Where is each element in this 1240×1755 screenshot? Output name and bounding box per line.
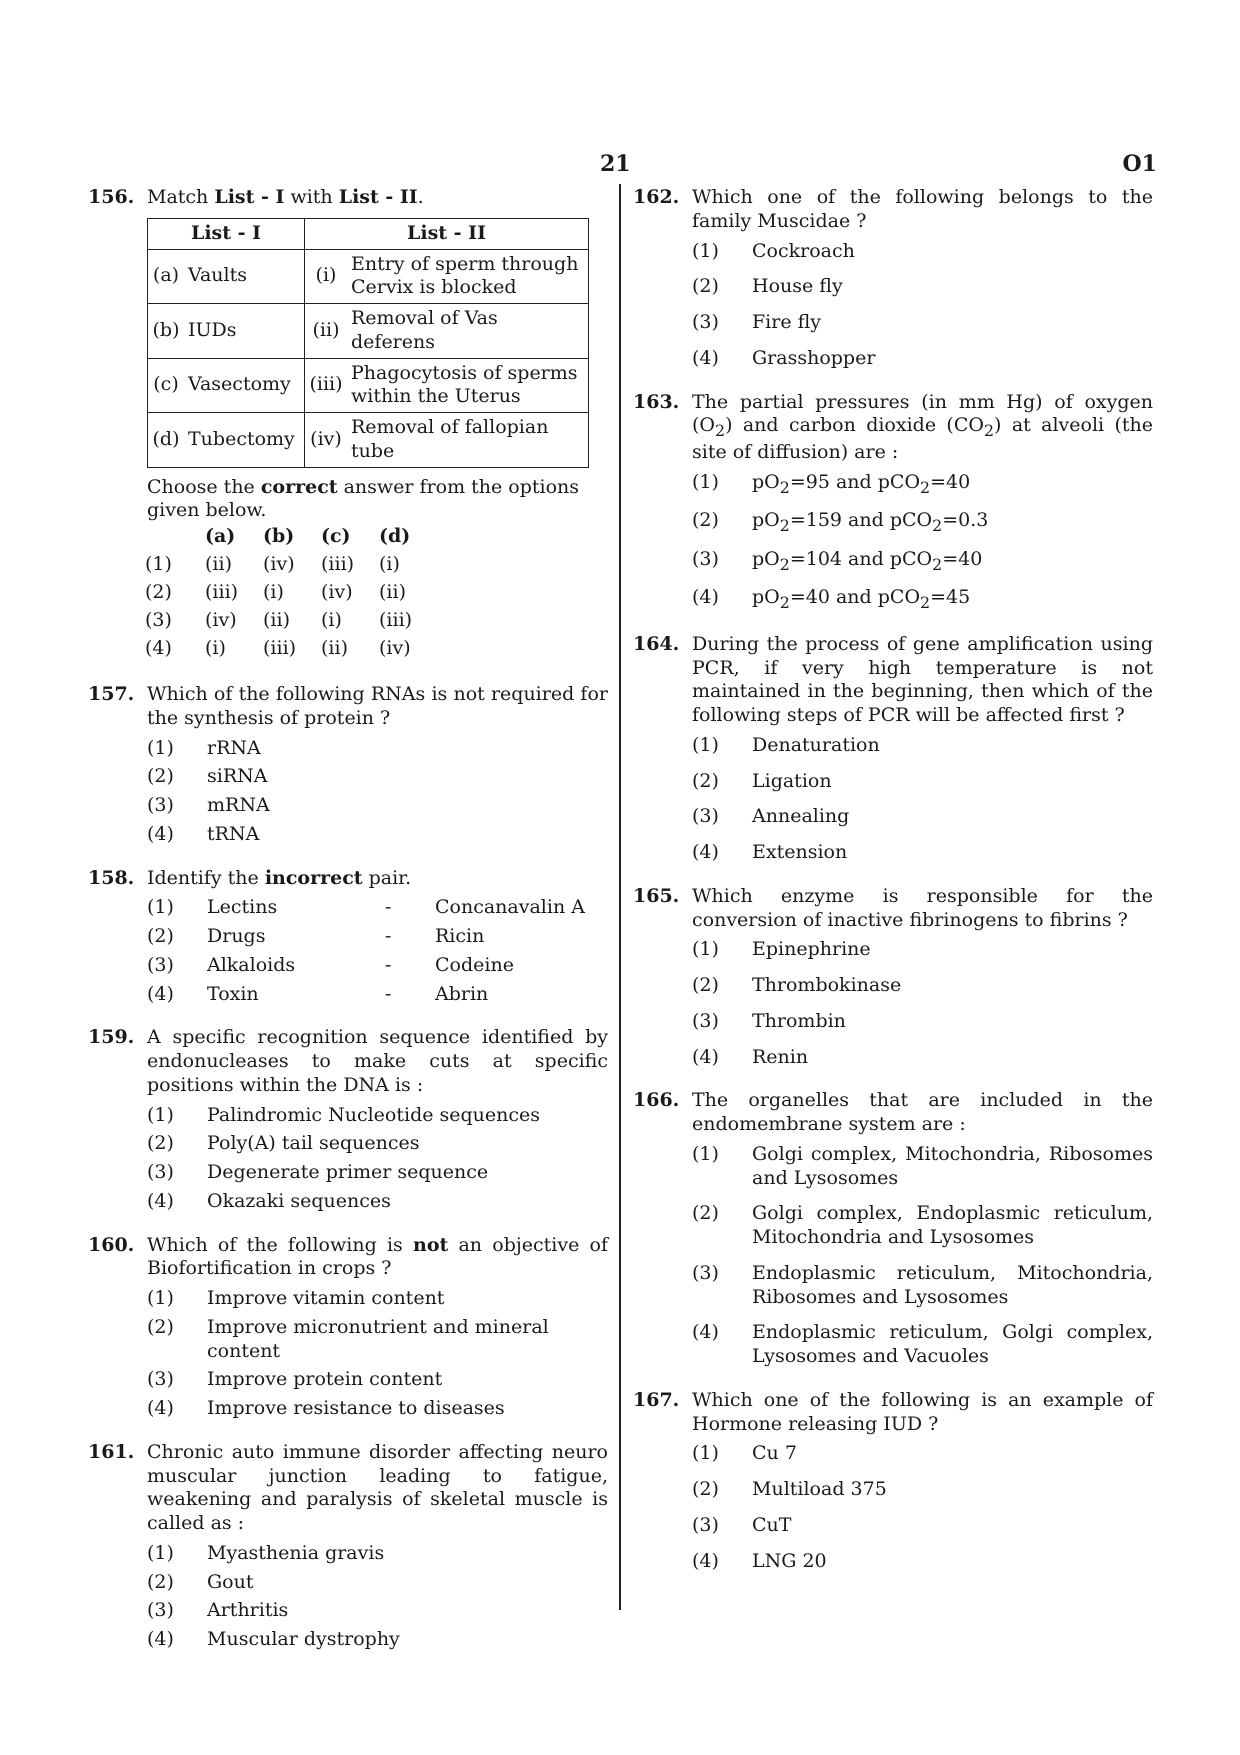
pair-left: Toxin — [207, 982, 259, 1005]
option-text: Improve protein content — [207, 1368, 443, 1391]
text-part: . — [417, 186, 424, 208]
left-column — [88, 186, 608, 1672]
option-number: (1) — [147, 1541, 174, 1564]
option-number: (4) — [692, 346, 719, 369]
options-list — [147, 1542, 608, 1652]
question-156 — [88, 186, 608, 663]
answer-option[interactable] — [692, 1202, 1153, 1250]
answer-option[interactable] — [692, 841, 1153, 865]
answer-option[interactable] — [692, 509, 1153, 536]
answer-option[interactable] — [147, 954, 608, 978]
list-1-header: List - I — [148, 218, 305, 249]
subscript: 2 — [932, 554, 943, 574]
question-number: 162. — [633, 186, 680, 208]
option-number: (3) — [692, 311, 719, 333]
option-text: LNG 20 — [752, 1549, 827, 1572]
option-number: (2) — [692, 509, 719, 532]
option-text: Multiload 375 — [752, 1478, 887, 1501]
text-part: =40 — [942, 547, 983, 570]
option-number: (1) — [692, 938, 719, 961]
question-number: 166. — [633, 1089, 680, 1112]
answer-option[interactable] — [147, 1316, 608, 1364]
option-text: Fire fly — [752, 311, 822, 333]
option-text: Thrombin — [752, 1009, 846, 1032]
text-part: =45 — [930, 586, 971, 609]
question-number: 156. — [88, 186, 135, 208]
question-text: Which one of the following is an example of Hormone releasing IUD ? — [692, 1388, 1153, 1435]
answer-option[interactable] — [147, 1287, 608, 1311]
pair-dash: - — [385, 953, 392, 976]
options-list — [147, 1104, 608, 1214]
pair-dash: - — [385, 982, 392, 1005]
question-text: Which of the following RNAs is not required for the synthesis of protein ? — [147, 683, 608, 729]
text-part: ) at alveoli (the site of diffusion) are : — [692, 414, 1154, 463]
row-item: Vaults — [184, 249, 305, 304]
option-text: mRNA — [207, 794, 270, 816]
option-number: (2) — [692, 974, 719, 997]
question-160 — [88, 1234, 608, 1421]
answer-option[interactable] — [692, 275, 1153, 299]
question-text: During the process of gene amplification using PCR, if very high temperature is not maintained in the beginning, then which of the following steps of PCR will be affected first ? — [692, 632, 1153, 727]
options-list — [692, 240, 1153, 371]
option-text: Gout — [207, 1570, 254, 1593]
text-part: with — [284, 186, 339, 208]
answer-option[interactable] — [147, 1571, 608, 1595]
text-part: Identify the — [147, 866, 265, 889]
answer-option[interactable] — [147, 1628, 608, 1652]
option-number: (4) — [692, 1045, 719, 1068]
answer-option[interactable] — [692, 1046, 1153, 1070]
option-number: (4) — [147, 1189, 174, 1212]
row-item: Removal of fallopian tube — [347, 413, 589, 468]
answer-option[interactable] — [147, 765, 608, 789]
row-label: (ii) — [305, 304, 348, 359]
option-value: (iii) — [205, 581, 239, 604]
row-label: (i) — [305, 249, 348, 304]
row-item: Removal of Vas deferens — [347, 304, 589, 359]
answer-header: (b) — [263, 525, 295, 548]
answer-header: (c) — [321, 525, 351, 548]
option-text: CuT — [752, 1513, 792, 1536]
option-text: Improve micronutrient and mineral content — [207, 1315, 549, 1362]
question-165 — [633, 885, 1153, 1070]
answer-option[interactable] — [147, 823, 608, 847]
answer-option[interactable] — [692, 240, 1153, 264]
answer-option[interactable] — [147, 1104, 608, 1128]
option-number: (1) — [692, 1142, 719, 1165]
option-number: (3) — [147, 1368, 174, 1391]
option-number: (3) — [147, 1161, 174, 1183]
text-part: ) and carbon dioxide (CO — [725, 414, 984, 437]
option-number: (2) — [692, 769, 719, 792]
option-text: Okazaki sequences — [207, 1189, 391, 1212]
answer-option[interactable] — [147, 737, 608, 761]
option-value: (ii) — [205, 553, 232, 576]
option-text: Extension — [752, 841, 848, 864]
option-number: (3) — [692, 1261, 719, 1284]
option-number: (2) — [147, 1570, 174, 1593]
row-label: (iii) — [305, 358, 348, 413]
pair-dash: - — [385, 925, 392, 947]
option-text: Endoplasmic reticulum, Mitochondria, Ribosomes and Lysosomes — [752, 1261, 1153, 1308]
option-value: (iii) — [263, 637, 297, 660]
text-part: =0.3 — [942, 509, 989, 532]
answer-option[interactable] — [692, 1010, 1153, 1034]
option-number: (2) — [147, 1315, 174, 1338]
question-number: 159. — [88, 1026, 135, 1049]
option-number: (1) — [692, 470, 719, 493]
row-label: (d) — [148, 413, 185, 468]
option-text: Endoplasmic reticulum, Golgi complex, Lysosomes and Vacuoles — [752, 1321, 1153, 1368]
option-number: (3) — [692, 805, 719, 828]
question-158 — [88, 867, 608, 1007]
option-number: (2) — [692, 275, 719, 298]
question-number: 160. — [88, 1233, 135, 1256]
option-text: Renin — [752, 1045, 809, 1068]
text-part: pair. — [362, 866, 412, 889]
question-164 — [633, 633, 1153, 865]
question-163 — [633, 391, 1153, 613]
subscript: 2 — [983, 421, 995, 441]
row-item: Entry of sperm through Cervix is blocked — [347, 249, 589, 304]
answer-option[interactable] — [147, 1190, 608, 1214]
option-text: Golgi complex, Endoplasmic reticulum, Mitochondria and Lysosomes — [752, 1202, 1153, 1249]
question-number: 158. — [88, 866, 135, 889]
option-number: (4) — [147, 982, 174, 1005]
option-text: Golgi complex, Mitochondria, Ribosomes and Lysosomes — [752, 1142, 1153, 1189]
answer-option[interactable] — [692, 586, 1153, 613]
answer-option[interactable] — [692, 734, 1153, 758]
answer-option[interactable] — [692, 1262, 1153, 1310]
text-bold: incorrect — [264, 866, 363, 889]
row-label: (a) — [148, 249, 185, 304]
options-list — [692, 1442, 1153, 1573]
option-text: Improve resistance to diseases — [207, 1397, 505, 1419]
answer-option[interactable] — [692, 1321, 1153, 1369]
answer-option[interactable] — [145, 607, 437, 635]
answer-option[interactable] — [147, 925, 608, 949]
options-list — [147, 896, 608, 1006]
option-number: (3) — [692, 1009, 719, 1032]
answer-option[interactable] — [147, 1599, 608, 1623]
text-part: =104 — [789, 547, 843, 570]
text-bold: not — [413, 1233, 449, 1256]
option-value: (iv) — [379, 637, 411, 660]
question-167 — [633, 1389, 1153, 1574]
text-part: pO — [752, 509, 780, 532]
subscript: 2 — [920, 477, 931, 497]
answer-options-table — [145, 523, 437, 663]
option-value: (i) — [263, 581, 284, 604]
option-text: Arthritis — [207, 1599, 289, 1622]
question-text: Which one of the following belongs to the family Muscidae ? — [692, 186, 1153, 232]
question-162 — [633, 186, 1153, 371]
options-list — [692, 1143, 1153, 1369]
answer-option[interactable] — [692, 471, 1153, 498]
answer-option[interactable] — [147, 1368, 608, 1392]
text-part: and pCO — [842, 509, 933, 532]
option-text: Improve vitamin content — [207, 1287, 445, 1309]
choose-instruction — [147, 476, 608, 524]
option-number: (3) — [147, 953, 174, 976]
right-column — [633, 186, 1153, 1593]
list-2-header: List - II — [305, 218, 589, 249]
answer-option[interactable] — [692, 548, 1153, 575]
text-bold: correct — [260, 475, 338, 498]
page-number: 21 — [600, 151, 631, 177]
text-part: Match — [147, 186, 215, 208]
option-number: (2) — [692, 1478, 719, 1501]
answer-option[interactable] — [145, 551, 437, 579]
pair-left: Alkaloids — [207, 953, 296, 976]
subscript: 2 — [715, 421, 726, 441]
row-label: (c) — [148, 358, 185, 413]
answer-option[interactable] — [692, 770, 1153, 794]
option-number: (4) — [692, 841, 719, 864]
row-item: Phagocytosis of sperms within the Uterus — [347, 358, 589, 413]
question-number: 161. — [88, 1440, 135, 1463]
answer-option[interactable] — [147, 983, 608, 1007]
option-text — [752, 509, 1153, 536]
question-text: Which enzyme is responsible for the conversion of inactive fibrinogens to fibrins ? — [692, 884, 1153, 931]
option-number: (4) — [692, 1549, 719, 1572]
option-number: (3) — [145, 609, 172, 632]
option-number: (1) — [147, 1103, 174, 1126]
pair-right: Ricin — [435, 925, 485, 947]
answer-header: (a) — [205, 525, 236, 548]
option-value: (ii) — [321, 637, 348, 660]
text-part: Which of the following is — [147, 1233, 413, 1256]
option-text: Muscular dystrophy — [207, 1628, 400, 1650]
question-text: A specific recognition sequence identified by endonucleases to make cuts at specific positions within the DNA is : — [147, 1026, 608, 1096]
answer-option[interactable] — [692, 311, 1153, 335]
answer-option[interactable] — [692, 1514, 1153, 1538]
match-table — [147, 218, 589, 468]
option-text: Degenerate primer sequence — [207, 1161, 489, 1183]
answer-option[interactable] — [147, 1161, 608, 1185]
text-bold: List - II — [338, 186, 418, 208]
option-value: (i) — [379, 553, 400, 576]
answer-option[interactable] — [692, 1478, 1153, 1502]
option-text: Epinephrine — [752, 938, 871, 961]
question-161 — [88, 1441, 608, 1652]
answer-option[interactable] — [692, 1143, 1153, 1191]
options-list — [147, 737, 608, 847]
option-number: (1) — [692, 239, 719, 262]
pair-right: Concanavalin A — [435, 896, 585, 919]
option-number: (1) — [692, 733, 719, 756]
option-text: Poly(A) tail sequences — [207, 1132, 420, 1155]
option-text: Ligation — [752, 769, 832, 792]
row-item: IUDs — [184, 304, 305, 359]
option-number: (2) — [147, 765, 174, 788]
text-part: and pCO — [842, 547, 933, 570]
option-text: rRNA — [207, 736, 261, 759]
subscript: 2 — [779, 515, 790, 535]
option-number: (3) — [147, 794, 174, 816]
answer-option[interactable] — [147, 1542, 608, 1566]
option-value: (i) — [205, 637, 226, 660]
answer-option[interactable] — [692, 805, 1153, 829]
option-value: (iv) — [205, 609, 237, 632]
answer-option[interactable] — [145, 635, 437, 663]
question-text: The organelles that are included in the endomembrane system are : — [692, 1089, 1153, 1136]
option-text: Thrombokinase — [752, 974, 902, 997]
text-part: and pCO — [829, 586, 921, 609]
subscript: 2 — [920, 593, 931, 613]
options-list — [147, 1287, 608, 1421]
question-text — [147, 186, 608, 210]
subscript: 2 — [779, 593, 790, 613]
option-value: (i) — [321, 609, 342, 632]
option-text — [752, 548, 1153, 575]
option-number: (3) — [692, 547, 719, 570]
text-part: The partial pressures (in mm Hg) of oxygen (O — [692, 390, 1153, 437]
table-row — [148, 358, 589, 413]
answer-option[interactable] — [692, 1550, 1153, 1574]
table-row — [148, 413, 589, 468]
question-166 — [633, 1089, 1153, 1369]
table-row — [148, 249, 589, 304]
option-number: (4) — [692, 586, 719, 609]
option-text: Denaturation — [752, 733, 880, 756]
option-value: (iii) — [379, 609, 413, 632]
text-part: an objective of Biofortification in crops ? — [147, 1233, 608, 1280]
option-text: siRNA — [207, 765, 268, 788]
answer-option[interactable] — [147, 1397, 608, 1421]
question-159 — [88, 1026, 608, 1213]
option-number: (2) — [147, 925, 174, 947]
option-text: Myasthenia gravis — [207, 1541, 385, 1564]
pair-dash: - — [385, 896, 392, 919]
option-number: (4) — [692, 1321, 719, 1344]
subscript: 2 — [779, 554, 790, 574]
answer-option[interactable] — [147, 794, 608, 818]
option-number: (4) — [147, 1628, 174, 1650]
option-number: (2) — [692, 1202, 719, 1225]
option-number: (1) — [147, 896, 174, 919]
options-list — [692, 471, 1153, 613]
text-part: =159 — [789, 509, 843, 532]
question-number: 167. — [633, 1388, 680, 1411]
question-number: 164. — [633, 632, 680, 655]
option-number: (1) — [145, 553, 172, 576]
text-part: =40 — [789, 586, 830, 609]
answer-option[interactable] — [147, 896, 608, 920]
question-text — [147, 1234, 608, 1282]
subscript: 2 — [779, 477, 790, 497]
booklet-code: O1 — [1122, 151, 1157, 177]
option-value: (ii) — [263, 609, 290, 632]
option-text: House fly — [752, 275, 843, 298]
option-text — [752, 586, 1153, 613]
option-number: (1) — [147, 1287, 174, 1309]
answer-option[interactable] — [692, 974, 1153, 998]
option-text: tRNA — [207, 822, 260, 845]
pair-right: Abrin — [435, 982, 489, 1005]
option-number: (1) — [692, 1442, 719, 1465]
option-number: (4) — [145, 637, 172, 660]
option-number: (1) — [147, 736, 174, 759]
text-part: pO — [752, 470, 780, 493]
answer-option[interactable] — [692, 347, 1153, 371]
question-number: 157. — [88, 683, 135, 705]
answer-option[interactable] — [692, 938, 1153, 962]
text-part: =40 — [930, 470, 971, 493]
question-text: Chronic auto immune disorder affecting neuro muscular junction leading to fatigue, weakening and paralysis of skeletal muscle is called as : — [147, 1440, 608, 1534]
question-text — [692, 391, 1153, 465]
option-number: (2) — [145, 581, 172, 604]
option-number: (4) — [147, 1397, 174, 1419]
option-value: (iii) — [321, 553, 355, 576]
text-part: pO — [752, 547, 780, 570]
answer-option[interactable] — [692, 1442, 1153, 1466]
text-part: answer from the options given below. — [147, 475, 580, 522]
question-text — [147, 867, 608, 891]
option-number: (2) — [147, 1132, 174, 1155]
text-part: Choose the — [147, 475, 261, 498]
option-number: (3) — [692, 1513, 719, 1536]
option-number: (4) — [147, 822, 174, 845]
text-part: pO — [752, 586, 780, 609]
table-row — [148, 304, 589, 359]
option-text: Grasshopper — [752, 346, 876, 369]
text-part: =95 — [789, 470, 830, 493]
answer-option[interactable] — [147, 1132, 608, 1156]
pair-left: Lectins — [207, 896, 278, 919]
row-label: (iv) — [305, 413, 348, 468]
text-part: and pCO — [829, 470, 921, 493]
answer-header: (d) — [379, 525, 411, 548]
row-item: Vasectomy — [184, 358, 305, 413]
question-number: 163. — [633, 390, 680, 413]
pair-right: Codeine — [435, 953, 514, 976]
option-text: Palindromic Nucleotide sequences — [207, 1103, 541, 1126]
option-text: Cu 7 — [752, 1442, 797, 1465]
question-number: 165. — [633, 884, 680, 907]
option-text: Cockroach — [752, 239, 855, 262]
column-divider — [619, 184, 621, 1610]
option-text: Annealing — [752, 805, 850, 828]
subscript: 2 — [932, 515, 943, 535]
option-value: (iv) — [321, 581, 353, 604]
pair-left: Drugs — [207, 925, 266, 947]
options-list — [692, 938, 1153, 1069]
option-text — [752, 471, 1153, 498]
options-list — [692, 734, 1153, 865]
text-bold: List - I — [214, 186, 285, 208]
option-number: (3) — [147, 1599, 174, 1622]
option-value: (ii) — [379, 581, 406, 604]
answer-option[interactable] — [145, 579, 437, 607]
row-label: (b) — [148, 304, 185, 359]
question-157 — [88, 683, 608, 847]
row-item: Tubectomy — [184, 413, 305, 468]
option-value: (iv) — [263, 553, 295, 576]
